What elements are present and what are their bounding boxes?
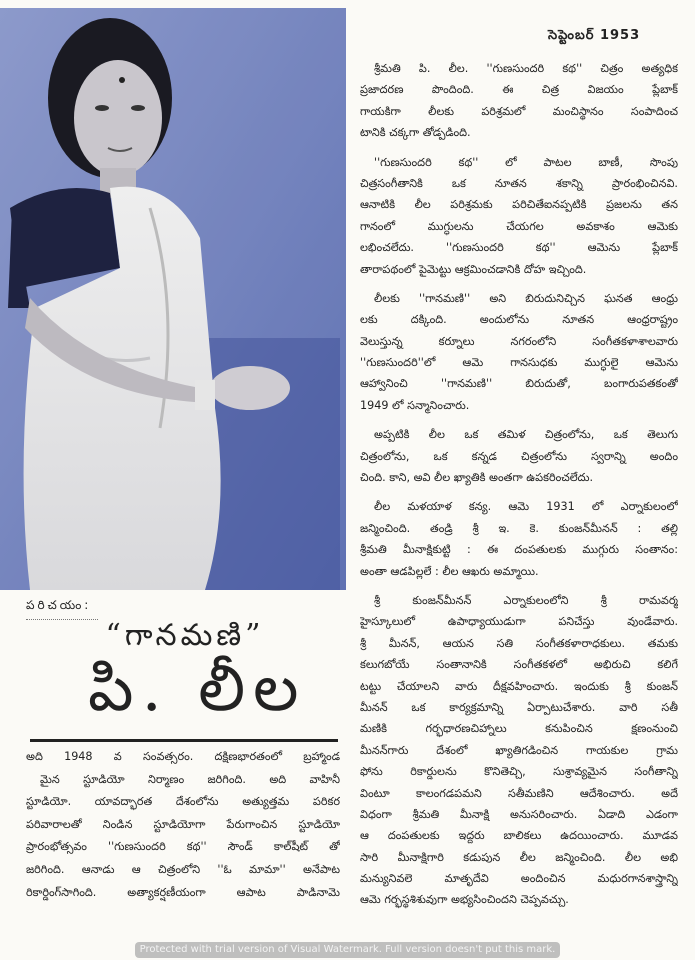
text-line: వెలుస్తున్న కర్నూలు నగరంలోని సంగీతకళాశాలవారు: [360, 334, 678, 348]
text-line: మీనన్‌గారు దేశంలో ఖ్యాతిగడించిన గాయకుల గ్రామ: [360, 743, 678, 757]
text-line: మైన స్టూడియో నిర్మాణం జరిగింది. అది వాహినీ: [40, 772, 340, 786]
text-line: 1949 లో సన్మానించారు.: [360, 398, 470, 412]
portrait-photo: [0, 8, 346, 590]
text-line: మీనన్ ఒక కార్యక్రమాన్ని ఏర్పాటుచేశారు. వారి సతీ: [360, 700, 678, 714]
text-line: చిత్రంలోను, ఒక కన్నడ చిత్రంలోను స్వరాన్ని అందిం: [360, 449, 678, 463]
section-label: పరిచయం:: [26, 598, 92, 612]
paragraph: [360, 58, 678, 144]
text-line: శ్రీమతి మీనాక్షికుట్టి : ఈ దంపతులకు ముగ్గురు సంతానం:: [360, 543, 678, 557]
article-right-column: [360, 58, 678, 919]
text-line: ఆ దంపతులకు ఇద్దరు బాలికలు ఉదయించారు. మూడవ: [360, 829, 678, 843]
text-line: గాయకిగా లీలకు పరిశ్రమలో మంచిస్థానం సంపాదించ: [360, 104, 678, 118]
paragraph: [360, 424, 678, 488]
text-line: ప్రజాదరణ పొందింది. ఈ చిత్ర విజయం ప్లేబాక్: [360, 83, 678, 97]
text-line: మణికి గర్భధారణచిహ్నాలు కనుపించిన క్షణంనుంచి: [360, 722, 678, 736]
text-line: శ్రీమతి పి. లీల. ''గుణసుందరి కథ'' చిత్రం అత్యధిక: [374, 62, 678, 75]
paragraph: [360, 590, 678, 911]
text-line: చింది. కాని, అవి లీల ఖ్యాతికి అంతగా ఉపకరించలేదు.: [360, 471, 594, 485]
issue-date: సెప్టెంబర్ 1953: [548, 28, 641, 43]
text-line: వింటూ కాలంగడపమని సతీమణిని ఆదేశించారు. అదే: [360, 786, 678, 800]
text-line: ''గుణసుందరి కథ'' లో పాటల బాణీ, సొంపు: [374, 155, 678, 169]
article-left-column: [26, 746, 340, 904]
text-line: జన్మించింది. తండ్రి శ్రీ ఇ. కె. కుంజన్‌మీనన్ : తల్లి: [360, 521, 678, 535]
text-line: పరివారాలతో నిండిన స్టూడియోగా పేరుగాంచిన స్టూడియో: [26, 817, 340, 831]
text-line: టానికి చక్కగా తోడ్పడింది.: [360, 126, 471, 140]
text-line: ఆహ్వానించి ''గానమణి'' బిరుదుతో, బంగారుపతకంతో: [360, 377, 678, 391]
text-line: టట్టు చేయాలని వారు దీక్షవహించారు. ఇందుకు శ్రీ కుంజన్: [360, 679, 678, 693]
text-line: తారాపథంలో పైమెట్టు ఆక్రమించడానికి దోహ ఇచ్చింది.: [360, 262, 587, 276]
text-line: అది 1948 వ సంవత్సరం. దక్షిణభారతంలో బ్రహ్మాండ: [26, 750, 340, 763]
text-line: ''గుణసుందరి''లో ఆమె గానసుధకు ముగ్ధులై ఆమెను: [360, 356, 678, 370]
text-line: అప్పటికి లీల ఒక తమిళ చిత్రంలోను, ఒక తెలుగు: [374, 428, 678, 442]
text-line: విధంగా శ్రీమతి మీనాక్షి అనుసరించారు. ఏడాది ఎడంగా: [360, 807, 678, 821]
text-line: హైస్కూలులో ఉపాధ్యాయుడుగా పనిచేస్తు వుండేవారు.: [360, 615, 678, 629]
watermark-notice: Protected with trial version of Visual Watermark. Full version doesn't put this mark.: [135, 942, 560, 958]
paragraph: [360, 496, 678, 582]
text-line: లీలకు ''గానమణి'' అని బిరుదునిచ్చిన ఘనత ఆంధ్రు: [374, 291, 678, 305]
text-line: మన్యునివలె మాతృదేవి అందించిన మధురగానశాస్త్రాన్ని: [360, 872, 678, 886]
text-line: గానంలో ముగ్ధులను చేయగల అవకాశం ఆమెకు: [360, 219, 678, 233]
portrait-image: [0, 8, 346, 590]
text-line: జరిగింది. ఆనాడు ఆ చిత్రంలోని ''ఓ మామా'' అనేపాట: [26, 862, 340, 876]
paragraph: [360, 152, 678, 280]
text-line: సారి మీనాక్షిగారి కడుపున లీల జన్మించింది. లీల అభి: [360, 850, 678, 864]
text-line: అంతా ఆడపిల్లలే : లీల ఆఖరు అమ్మాయి.: [360, 564, 539, 578]
text-line: లకు దక్కింది. అందులోను నూతన ఆంధ్రరాష్ట్రం: [360, 313, 678, 327]
text-line: లభించలేదు. ''గుణసుందరి కథ'' ఆమెను ప్లేబాక్: [360, 241, 678, 255]
text-line: శ్రీ మీనన్, ఆయన సతి సంగీతకళారాధకులు. తమకు: [360, 636, 678, 650]
text-line: కలుగబోయే సంతానానికి సంగీతకళలో అభిరుచి కలిగే: [360, 658, 678, 672]
title-divider: [30, 739, 338, 742]
text-line: ప్రారంభోత్సవం ''గుణసుందరి కథ'' సౌండ్ కాల్‌షీట్ తో: [26, 840, 340, 854]
text-line: ఫోను రికార్డులను కొనితెచ్చి, సుశ్రావ్యమైన సంగీతాన్ని: [360, 765, 678, 779]
article-title: పి. లీల: [88, 652, 307, 726]
article-subtitle: “గానమణి”: [105, 618, 265, 653]
paragraph: [360, 288, 678, 416]
text-line: ఆమె గర్భస్థశిశువుగా అభ్యసించిందని చెప్పవచ్చు.: [360, 893, 569, 907]
section-label-underline: [26, 619, 98, 620]
text-line: స్టూడియో. యావద్భారత దేశంలోను అత్యుత్తమ పరికర: [26, 795, 340, 809]
text-line: రికార్డింగ్‌సాగింది. అత్యాకర్షణీయంగా ఆపాట పాడినామె: [26, 885, 340, 899]
text-line: శ్రీ కుంజన్‌మీనన్ ఎర్నాకులంలోని శ్రీ రామవర్మ: [374, 593, 678, 607]
text-line: ఆనాటికి లీల పరిశ్రమకు పరిచితేఐనప్పటికి ప్రజలను తన: [360, 198, 678, 212]
text-line: చిత్రసంగీతానికి ఒక నూతన శకాన్ని ప్రారంభించినవి.: [360, 176, 678, 190]
text-line: లీల మళయాళ కన్య. ఆమె 1931 లో ఎర్నాకులంలో: [374, 500, 678, 514]
